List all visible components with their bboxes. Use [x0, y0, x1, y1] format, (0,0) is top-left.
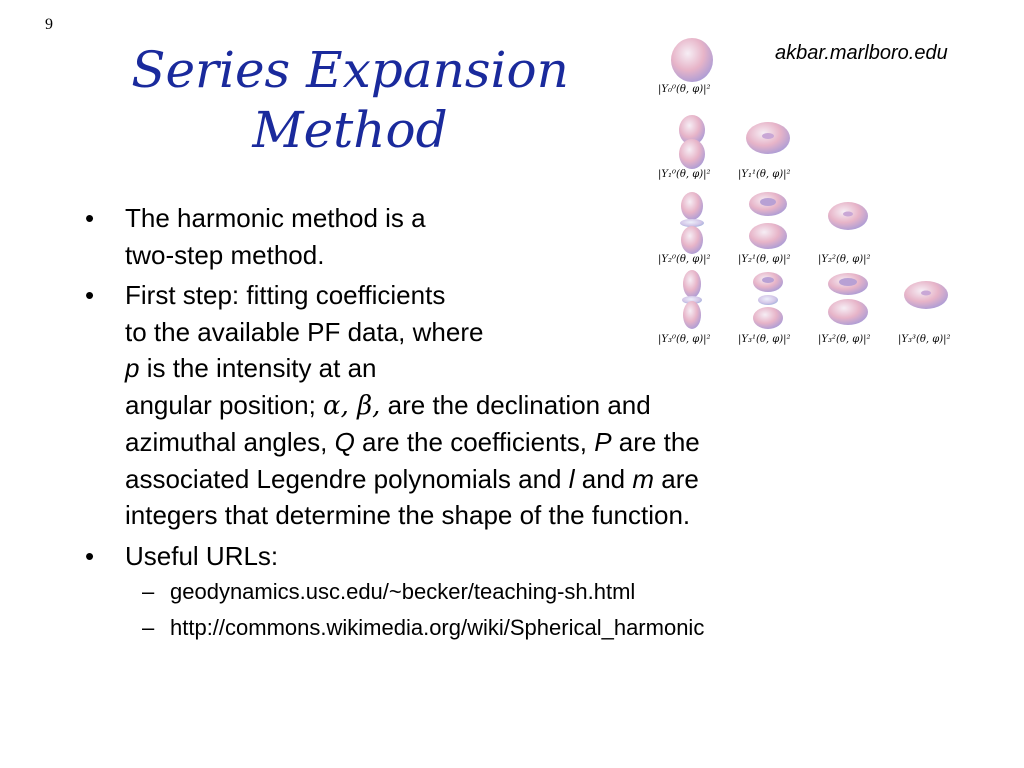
url-text[interactable]: geodynamics.usc.edu/~becker/teaching-sh.html — [170, 579, 636, 604]
bullet-text-line — [125, 424, 905, 461]
harmonic-label: |Y₀⁰(θ, φ)|² — [658, 84, 711, 95]
bullet-text-line: The harmonic method is a — [125, 203, 426, 233]
url-item — [85, 610, 905, 646]
slide-number: 9 — [45, 16, 53, 33]
sub-bullet-dash: – — [142, 579, 155, 604]
title-line-1: Series Expansion — [131, 41, 569, 99]
bullet-text-line — [125, 387, 905, 425]
harmonic-y11-shape — [746, 122, 790, 154]
bullet-text-line — [125, 461, 905, 498]
text-segment: are the coefficients, — [354, 427, 595, 457]
symbol-q: Q — [334, 427, 355, 457]
text-segment: angular position; — [125, 389, 324, 420]
symbol-m: m — [632, 463, 655, 494]
source-credit: akbar.marlboro.edu — [775, 42, 948, 64]
bullet-text-line: First step: fitting coefficients — [125, 280, 446, 310]
bullet-dot: • — [85, 280, 95, 310]
bullet-text-line: two-step method. — [125, 239, 325, 270]
text-segment: azimuthal angles, — [125, 427, 335, 457]
text-segment: is the intensity at an — [139, 353, 377, 383]
symbol-l: l — [568, 463, 575, 494]
symbol-p: p — [125, 353, 140, 383]
bullet-dot: • — [85, 540, 95, 571]
harmonic-y10-shape — [679, 115, 705, 169]
harmonic-label: |Y₂¹(θ, φ)|² — [738, 254, 791, 265]
harmonic-label: |Y₃²(θ, φ)|² — [818, 334, 871, 345]
slide-body — [85, 200, 905, 646]
bullet-first-step — [85, 277, 905, 534]
text-segment: are — [654, 463, 699, 494]
harmonic-label: |Y₂²(θ, φ)|² — [818, 254, 871, 265]
bullet-dot: • — [85, 203, 95, 233]
bullet-harmonic-method — [85, 200, 905, 273]
symbol-alpha: α, — [323, 390, 349, 421]
sub-bullet-dash: – — [142, 615, 155, 640]
title-line-2: Method — [252, 101, 448, 159]
url-text[interactable]: http://commons.wikimedia.org/wiki/Spherical_harmonic — [170, 615, 705, 640]
text-segment: associated Legendre polynomials and — [125, 463, 569, 494]
url-item — [85, 574, 905, 610]
harmonic-label: |Y₁⁰(θ, φ)|² — [658, 169, 711, 180]
text-segment: are the declination and — [380, 389, 651, 420]
symbol-p-upper: P — [594, 427, 612, 457]
bullet-text-line: integers that determine the shape of the function. — [125, 500, 691, 530]
bullet-text-line: Useful URLs: — [125, 540, 279, 571]
harmonic-label: |Y₃⁰(θ, φ)|² — [658, 334, 711, 345]
harmonic-label: |Y₂⁰(θ, φ)|² — [658, 254, 711, 265]
text-segment: and — [574, 463, 633, 494]
text-segment: are the — [611, 427, 700, 457]
bullet-text-line — [125, 350, 905, 387]
slide-title — [100, 40, 600, 160]
harmonic-y33-shape — [904, 281, 948, 309]
harmonic-label: |Y₃¹(θ, φ)|² — [738, 334, 791, 345]
harmonic-y00-shape — [671, 38, 713, 82]
bullet-useful-urls — [85, 538, 905, 575]
symbol-beta: β, — [348, 390, 381, 421]
harmonic-label: |Y₁¹(θ, φ)|² — [738, 169, 791, 180]
bullet-text-line: to the available PF data, where — [125, 316, 484, 347]
harmonic-label: |Y₃³(θ, φ)|² — [898, 334, 951, 345]
